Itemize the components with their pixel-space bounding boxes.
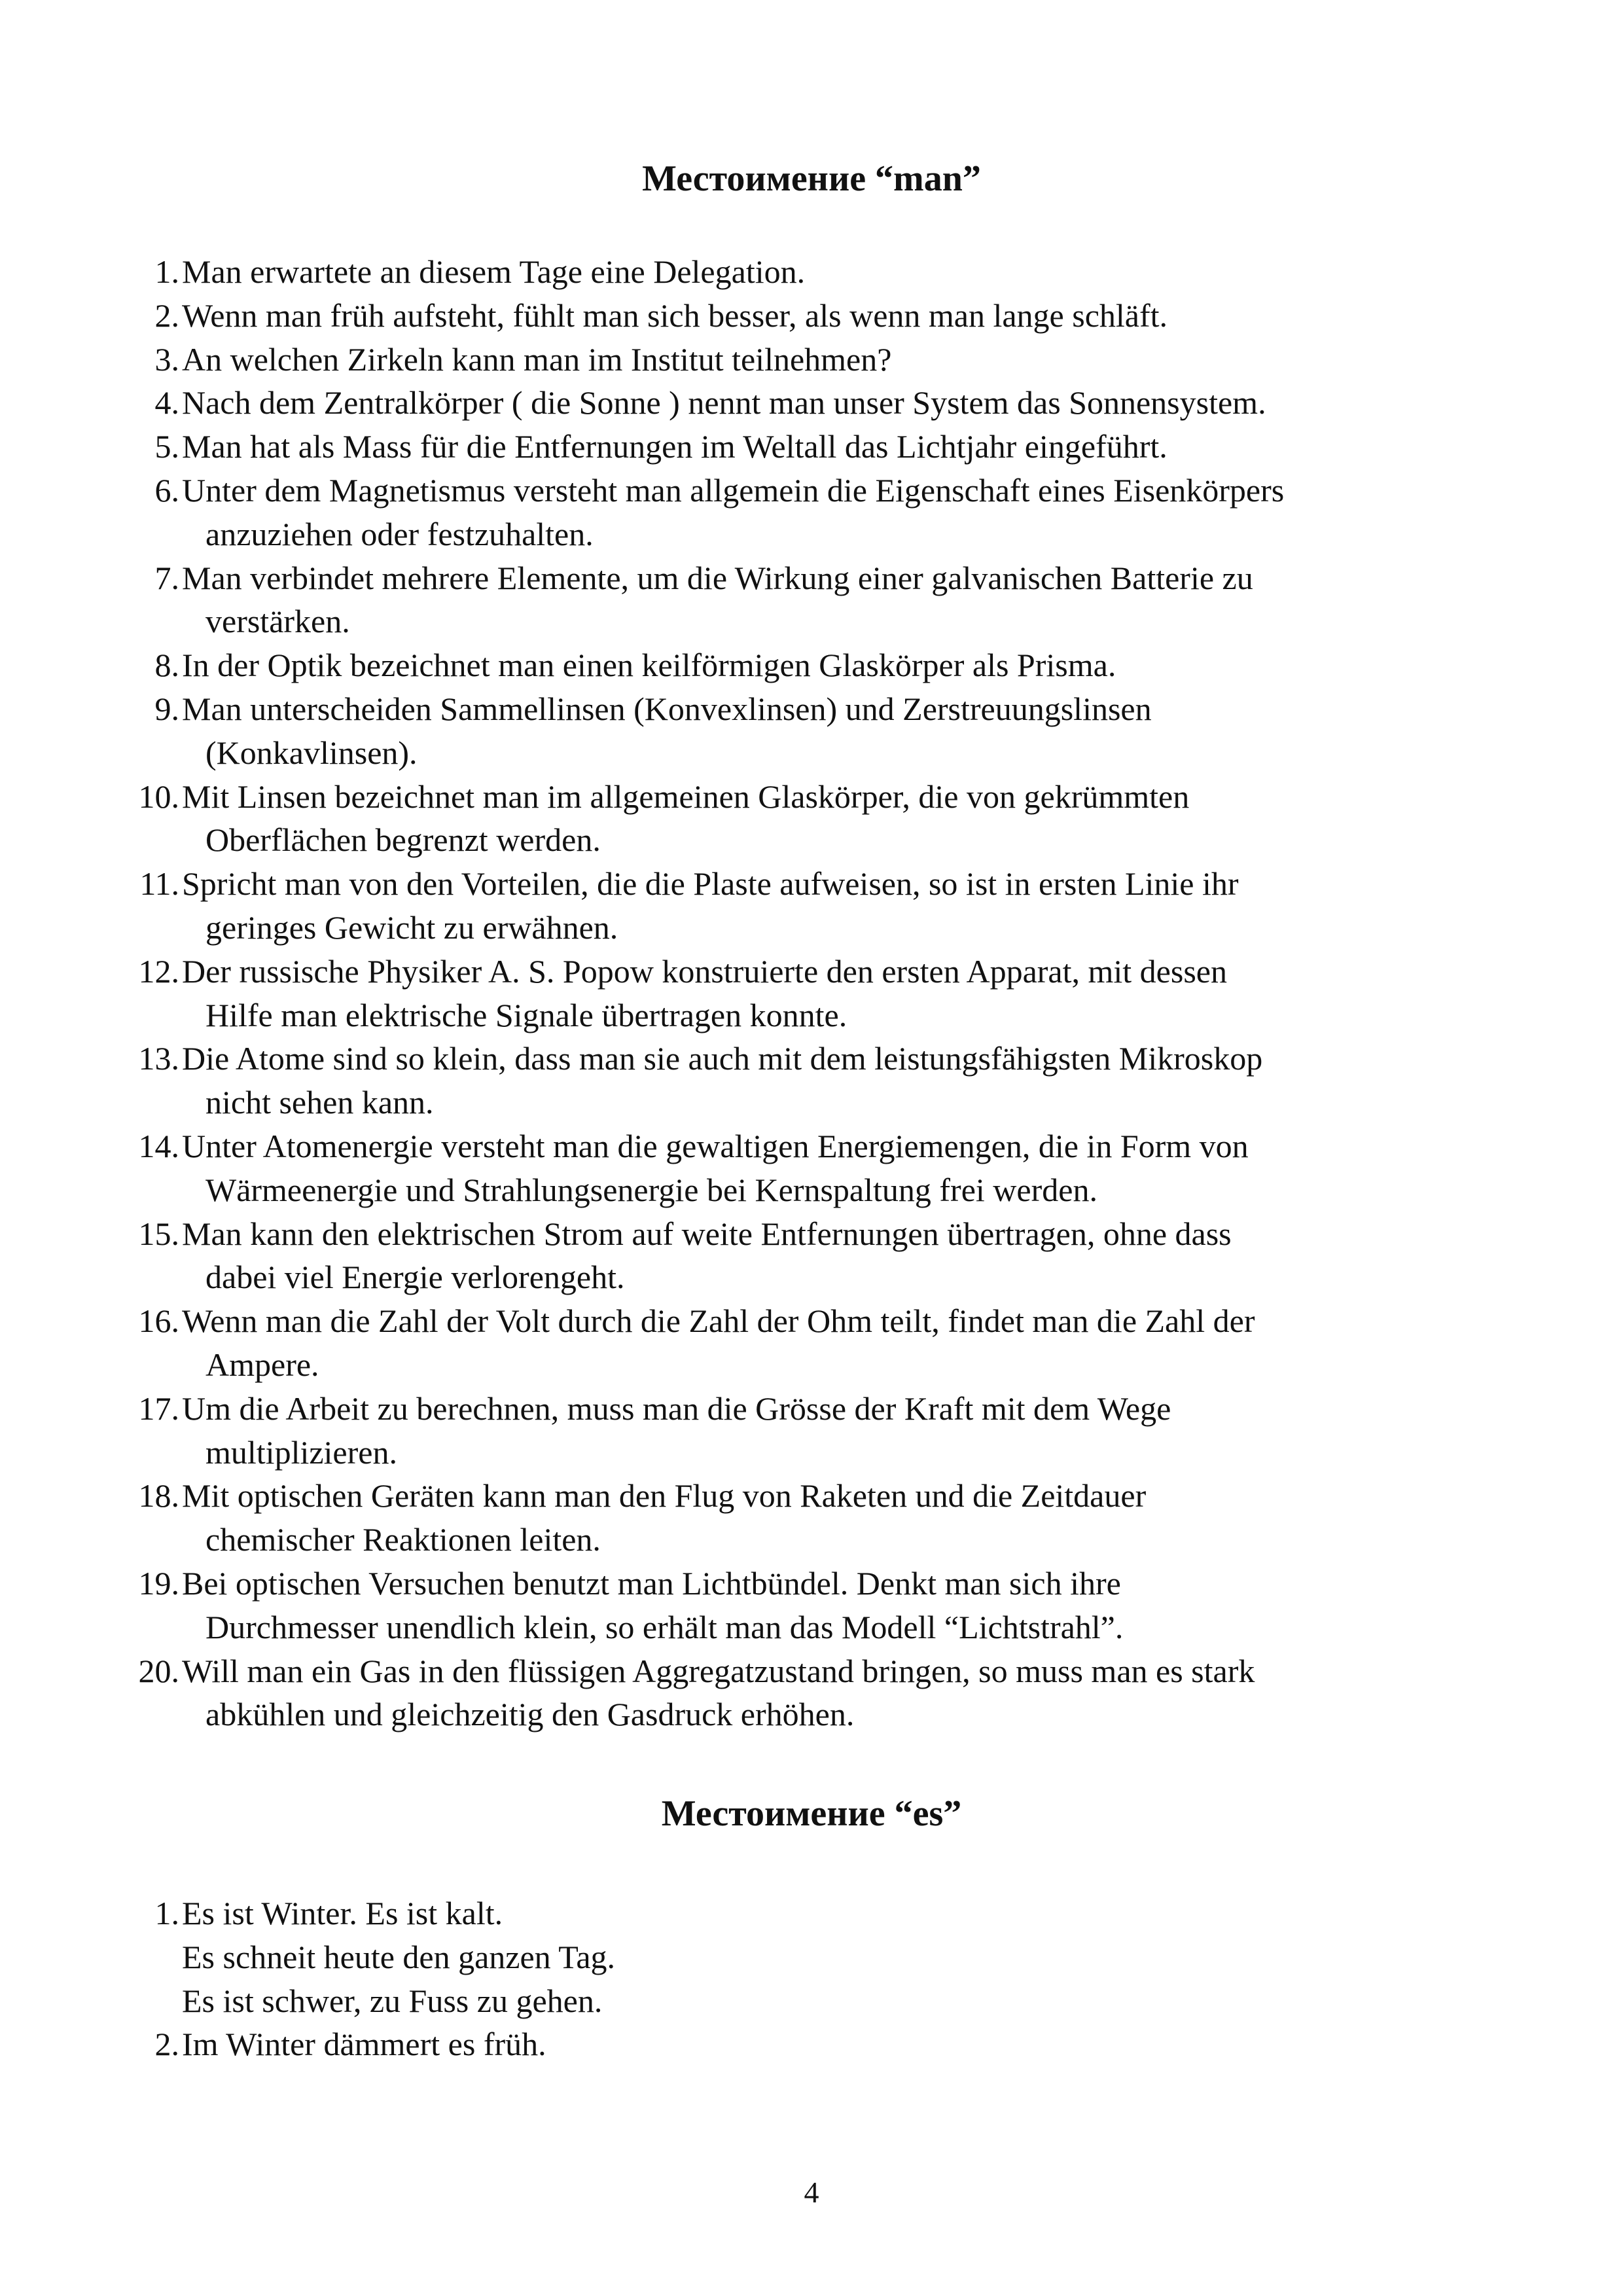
item-number: 10. — [138, 778, 179, 815]
list-item — [131, 687, 1525, 775]
item-number: 12. — [138, 952, 179, 990]
item-number: 14. — [138, 1127, 179, 1164]
item-text: Im Winter dämmert es früh. — [182, 2026, 546, 2063]
list-item — [131, 1212, 1525, 1300]
list-item — [131, 1299, 1525, 1387]
list-item — [131, 1892, 1525, 2022]
item-text-continuation: (Konkavlinsen). — [205, 734, 418, 771]
item-number: 1. — [154, 253, 179, 290]
item-text: Mit Linsen bezeichnet man im allgemeinen Glaskörper, die von gekrümmten — [182, 778, 1190, 815]
item-text: Man verbindet mehrere Elemente, um die Wirkung einer galvanischen Batterie zu — [182, 559, 1253, 596]
item-text-continuation: chemischer Reaktionen leiten. — [205, 1521, 601, 1558]
item-number: 11. — [139, 865, 179, 903]
page-number: 4 — [804, 2176, 819, 2209]
item-number: 18. — [138, 1477, 179, 1515]
item-number: 17. — [138, 1390, 179, 1427]
list-item — [131, 862, 1525, 950]
item-text: Mit optischen Geräten kann man den Flug von Raketen und die Zeitdauer — [182, 1477, 1147, 1515]
item-number: 1. — [154, 1895, 179, 1931]
section-title-man: Местоимение “man” — [642, 158, 981, 199]
item-text: Es ist Winter. Es ist kalt. — [182, 1895, 503, 1931]
item-text: Man unterscheiden Sammellinsen (Konvexlinsen) und Zerstreuungslinsen — [182, 690, 1152, 727]
item-number: 2. — [154, 296, 179, 334]
item-number: 8. — [154, 647, 179, 684]
item-text: Man erwartete an diesem Tage eine Delegation. — [182, 253, 806, 290]
item-text-continuation: Ampere. — [205, 1346, 319, 1383]
item-number: 3. — [154, 340, 179, 378]
item-text-continuation: geringes Gewicht zu erwähnen. — [205, 908, 618, 946]
item-number: 16. — [138, 1302, 179, 1340]
item-number: 6. — [154, 471, 179, 509]
item-text-continuation: Wärmeenergie und Strahlungsenergie bei Kernspaltung frei werden. — [205, 1171, 1097, 1208]
item-text-continuation: verstärken. — [205, 603, 350, 640]
item-number: 5. — [154, 428, 179, 465]
section-title-es: Местоимение “es” — [661, 1793, 962, 1834]
item-text: Will man ein Gas in den flüssigen Aggregatzustand bringen, so muss man es stark — [182, 1652, 1255, 1689]
list-item — [131, 381, 1525, 425]
list-item — [131, 1474, 1525, 1562]
item-number: 9. — [154, 690, 179, 727]
item-number: 7. — [154, 559, 179, 596]
item-text: In der Optik bezeichnet man einen keilförmigen Glaskörper als Prisma. — [182, 647, 1116, 684]
list-item — [131, 556, 1525, 644]
item-text: Unter dem Magnetismus versteht man allgemein die Eigenschaft eines Eisenkörpers — [182, 471, 1285, 509]
item-text: Die Atome sind so klein, dass man sie auch mit dem leistungsfähigsten Mikroskop — [182, 1040, 1263, 1077]
item-text: Man hat als Mass für die Entfernungen im Weltall das Lichtjahr eingeführt. — [182, 428, 1168, 465]
item-text-continuation: nicht sehen kann. — [205, 1084, 434, 1121]
item-text-continuation: multiplizieren. — [205, 1433, 397, 1471]
item-text: Bei optischen Versuchen benutzt man Lichtbündel. Denkt man sich ihre — [182, 1564, 1121, 1602]
item-text: Wenn man die Zahl der Volt durch die Zahl der Ohm teilt, findet man die Zahl der — [182, 1302, 1255, 1340]
item-number: 15. — [138, 1215, 179, 1252]
item-text-continuation: Durchmesser unendlich klein, so erhält man das Modell “Lichtstrahl”. — [205, 1608, 1124, 1645]
list-item — [131, 250, 1525, 294]
item-text-continuation: Hilfe man elektrische Signale übertragen konnte. — [205, 996, 847, 1033]
list-item — [131, 643, 1525, 687]
list-item — [131, 1387, 1525, 1475]
man-sentence-list — [131, 250, 1525, 1736]
item-text: Es schneit heute den ganzen Tag. — [182, 1938, 616, 1975]
item-text: Nach dem Zentralkörper ( die Sonne ) nennt man unser System das Sonnensystem. — [182, 384, 1266, 422]
item-text: Spricht man von den Vorteilen, die die Plaste aufweisen, so ist in ersten Linie ihr — [182, 865, 1239, 903]
item-text: Unter Atomenergie versteht man die gewaltigen Energiemengen, die in Form von — [182, 1127, 1249, 1164]
item-number: 20. — [138, 1652, 179, 1689]
item-number: 13. — [138, 1040, 179, 1077]
item-text: Wenn man früh aufsteht, fühlt man sich besser, als wenn man lange schläft. — [182, 296, 1168, 334]
list-item — [131, 2022, 1525, 2066]
item-text: Um die Arbeit zu berechnen, muss man die Grösse der Kraft mit dem Wege — [182, 1390, 1171, 1427]
item-text: Es ist schwer, zu Fuss zu gehen. — [182, 1982, 603, 2019]
item-number: 19. — [138, 1564, 179, 1602]
item-number: 4. — [154, 384, 179, 422]
list-item — [131, 950, 1525, 1037]
item-number: 2. — [154, 2026, 179, 2063]
item-text: Der russische Physiker A. S. Popow konstruierte den ersten Apparat, mit dessen — [182, 952, 1227, 990]
list-item — [131, 1037, 1525, 1124]
list-item — [131, 1124, 1525, 1212]
item-text-continuation: dabei viel Energie verlorengeht. — [205, 1259, 625, 1296]
item-text: Man kann den elektrischen Strom auf weite Entfernungen übertragen, ohne dass — [182, 1215, 1232, 1252]
list-item — [131, 469, 1525, 556]
item-text-continuation: anzuziehen oder festzuhalten. — [205, 515, 594, 552]
item-text-continuation: Oberflächen begrenzt werden. — [205, 821, 601, 859]
list-item — [131, 294, 1525, 338]
es-sentence-list — [131, 1892, 1525, 2066]
list-item — [131, 338, 1525, 382]
item-text-continuation: abkühlen und gleichzeitig den Gasdruck erhöhen. — [205, 1696, 855, 1733]
list-item — [131, 775, 1525, 863]
list-item — [131, 1649, 1525, 1737]
item-text: An welchen Zirkeln kann man im Institut teilnehmen? — [182, 340, 892, 378]
list-item — [131, 425, 1525, 469]
list-item — [131, 1562, 1525, 1649]
